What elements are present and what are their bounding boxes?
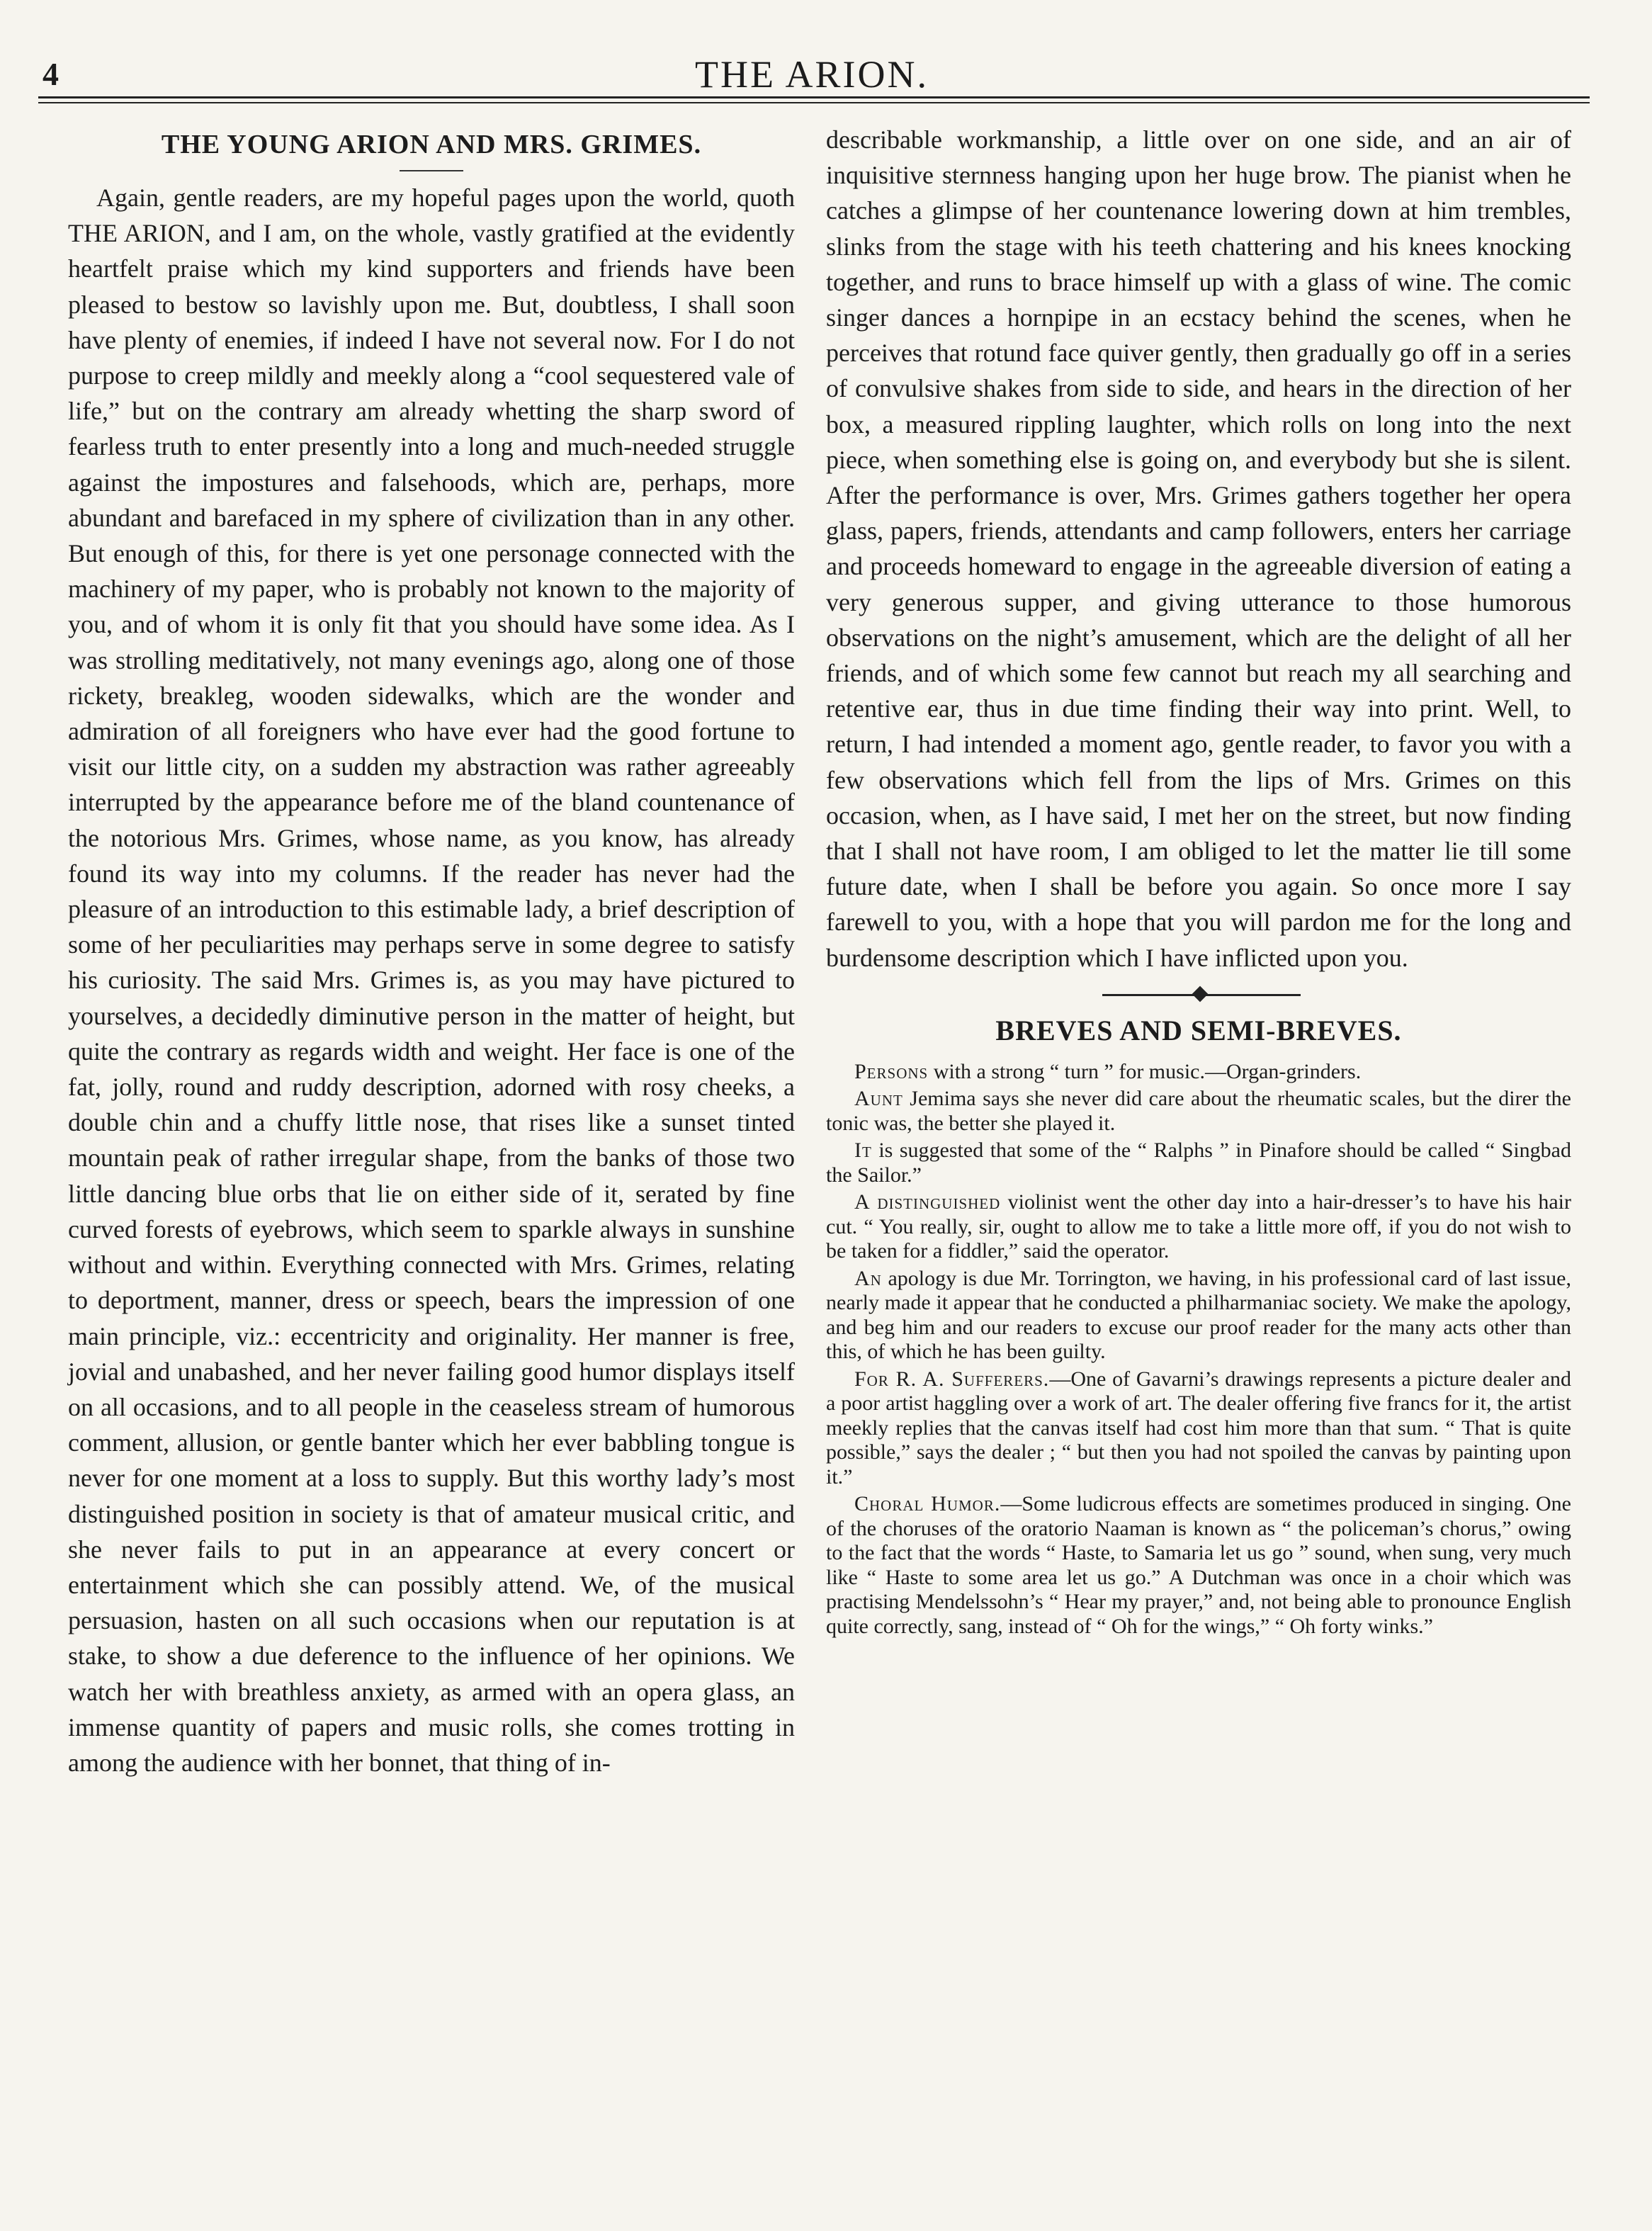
title-rule (400, 170, 463, 171)
breve-text: apology is due Mr. Torrington, we having, in his professional card of last issue, nearly made it appear that he conducted a philharmaniac society. We make the apology, and beg him and our readers to excuse our proof reader for the many acts other than this, of which he has been guilty. (826, 1266, 1571, 1364)
breves-list (826, 1060, 1571, 1639)
article-body: Again, gentle readers, are my hopeful pages upon the world, quoth THE ARION, and I am, on the whole, vastly gratified at the evidently heartfelt praise which my kind supporters and friends have been pleased to bestow so lavishly upon me. But, doubtless, I shall soon have plenty of enemies, if indeed I have not several now. For I do not purpose to creep mildly and meekly along a “cool sequestered vale of life,” but on the contrary am already whetting the sharp sword of fearless truth to enter presently into a long and much-needed struggle against the impostures and falsehoods, which are, perhaps, more abundant and barefaced in my sphere of civilization than in any other. But enough of this, for there is yet one personage connected with the machinery of my paper, who is probably not known to the majority of you, and of whom it is only fit that you should have some idea. As I was strolling meditatively, not many evenings ago, along one of those rickety, breakleg, wooden sidewalks, which are the wonder and admiration of all foreigners who have ever had the good fortune to visit our little city, on a sudden my abstraction was rather agreeably interrupted by the appearance before me of the bland countenance of the notorious Mrs. Grimes, whose name, as you know, has already found its way into my columns. If the reader has never had the pleasure of an introduction to this estimable lady, a brief description of some of her peculiarities may perhaps serve in some degree to satisfy his curiosity. The said Mrs. Grimes is, as you may have pictured to yourselves, a decidedly diminutive person in the matter of height, but quite the contrary as regards width and weight. Her face is one of the fat, jolly, round and ruddy description, adorned with rosy cheeks, a double chin and a chuffy little nose, that rises like a sunset tinted mountain peak of rather irregular shape, from the banks of those two little dancing blue orbs that lie on either side of it, serated by fine curved forests of eyebrows, which seem to sparkle always in sunshine without and within. Everything connected with Mrs. Grimes, relating to deportment, manner, dress or speech, bears the impression of one main principle, viz.: eccentricity and originality. Her manner is free, jovial and unabashed, and her never failing good humor displays itself on all occasions, and to all people in the ceaseless stream of humorous comment, allusion, or gentle banter which her ever babbling tongue is never for one moment at a loss to supply. But this worthy lady’s most distinguished position in society is that of amateur musical critic, and she never fails to put in an appearance at every concert or entertainment which she can possibly attend. We, of the musical persuasion, hasten on all such occasions when our reputation is at stake, to show a due deference to the influence of her opinions. We watch her with breathless anxiety, as armed with an opera glass, an immense quantity of papers and music rolls, she comes trotting in among the audience with her bonnet, that thing of in- (68, 183, 795, 1777)
breve-text: —Some ludicrous effects are sometimes produced in singing. One of the choruses of the oratorio Naaman is known as “ the policeman’s chorus,” owing to the fact that the words “ Haste, to Samaria let us go ” sound, when sung, very much like “ Haste to some area let us go.” A Dutchman was once in a choir which was practising Mendelssohn’s “ Hear my prayer,” and, not being able to pronounce English quite correctly, sang, instead of “ Oh for the wings,” “ Oh forty winks.” (826, 1492, 1571, 1638)
breve-text: —One of Gavarni’s drawings represents a picture dealer and a poor artist haggling over a work of art. The dealer offering five francs for it, the artist meekly replies that the canvas itself had cost him more than that sum. “ That is quite possible,” says the dealer ; “ but then you had not spoiled the canvas by painting upon it.” (826, 1367, 1572, 1489)
header-rule (38, 96, 1590, 98)
breve-text: violinist went the other day into a hair-dresser’s to have his hair cut. “ You really, sir, ought to allow me to take a little more off, if you do not wish to be taken for a fiddler,” said the operator. (826, 1190, 1571, 1263)
page-header (34, 50, 1590, 95)
breve-item (826, 1367, 1571, 1490)
running-title: THE ARION. (695, 53, 929, 96)
breve-text: Jemima says she never did care about the rheumatic scales, but the direr the tonic was, the better she played it. (826, 1087, 1571, 1135)
left-column (68, 120, 795, 1780)
breve-item (826, 1087, 1571, 1136)
breve-lead: A distinguished (854, 1190, 1001, 1214)
breve-lead: For R. A. Sufferers. (854, 1367, 1050, 1391)
header-rule-thin (38, 102, 1590, 103)
breve-lead: Persons (854, 1059, 929, 1083)
right-column (826, 122, 1571, 1642)
breve-item (826, 1060, 1571, 1085)
breve-item (826, 1267, 1571, 1365)
breve-lead: Aunt (854, 1087, 903, 1111)
breves-title: BREVES AND SEMI-BREVES. (995, 1014, 1402, 1046)
breve-lead: An (854, 1266, 882, 1290)
page-number: 4 (43, 56, 59, 92)
breve-item (826, 1139, 1571, 1187)
breve-item (826, 1492, 1571, 1639)
breve-lead: Choral Humor. (854, 1492, 1001, 1516)
breve-lead: It (854, 1139, 872, 1163)
article-title: THE YOUNG ARION AND MRS. GRIMES. (161, 130, 702, 159)
breve-text: with a strong “ turn ” for music.—Organ-grinders. (928, 1059, 1362, 1083)
section-divider (826, 981, 1571, 1010)
divider-diamond-icon (1192, 986, 1209, 1002)
breve-text: is suggested that some of the “ Ralphs ” in Pinafore should be called “ Singbad the Sailor.” (826, 1139, 1571, 1187)
article-continuation: describable workmanship, a little over on one side, and an air of inquisitive sternness hanging upon her huge brow. The pianist when he catches a glimpse of her countenance lowering down at him trembles, slinks from the stage with his teeth chattering and his knees knocking together, and runs to brace himself up with a glass of wine. The comic singer dances a hornpipe in an ecstacy behind the scenes, when he perceives that rotund face quiver gently, then gradually go off in a series of convulsive shakes from side to side, and hears in the direction of her box, a measured rippling laughter, which rolls on long into the next piece, when something else is going on, and everybody but she is silent. After the performance is over, Mrs. Grimes gathers together her opera glass, papers, friends, attendants and camp followers, enters her carriage and proceeds homeward to engage in the agreeable diversion of eating a very generous supper, and giving utterance to those humorous observations on the night’s amusement, which are the delight of all her friends, and of which some few cannot but reach my all searching and retentive ear, thus in due time finding their way into print. Well, to return, I had intended a moment ago, gentle reader, to favor you with a few observations which fell from the lips of Mrs. Grimes on this occasion, when, as I have said, I met her on the street, but now finding that I shall not have room, I am obliged to let the matter lie till some future date, when I shall be before you again. So once more I say farewell to you, with a hope that you will pardon me for the long and burdensome description which I have inflicted upon you. (826, 125, 1571, 972)
breve-item (826, 1190, 1571, 1264)
